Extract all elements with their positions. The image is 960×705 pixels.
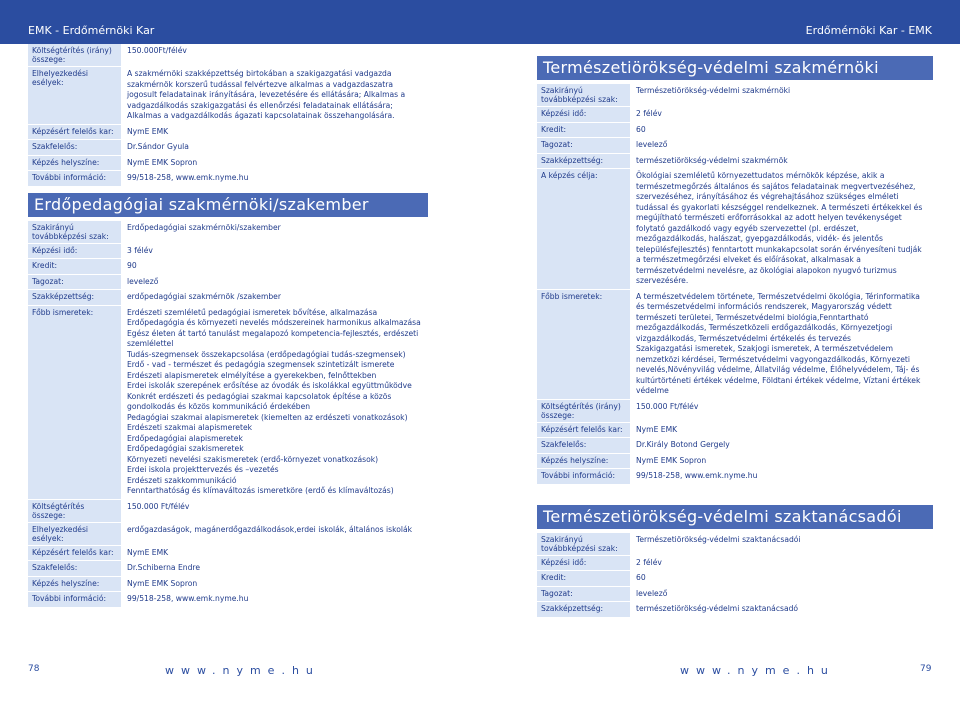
row-label: További információ: (537, 469, 630, 484)
row-value: 150.000 Ft/félév (636, 401, 699, 411)
row-value: erdőgazdaságok, magánerdőgazdálkodások,erdei iskolák, általános iskolák (127, 524, 413, 534)
info-row (28, 561, 428, 577)
info-row (537, 454, 933, 470)
row-label: Kredit: (28, 259, 121, 274)
row-label: Tagozat: (28, 275, 121, 290)
row-value: Erdészeti szemléletű pedagógiai ismeretek bővítése, alkalmazása Erdőpedagógia és környezeti nevelés módszereinek harmonikus alkalmazása Egész életen át tartó tanulást megalapozó kompetencia-fejlesztés, erdészeti szemlélettel Tudás-szegmensek összekapcsolása (erdőpedagógiai tudás-szegmensek) Erdő - vad - természet és pedagógia szegmensek szintetizált ismerete Erdészeti alapismeretek elmélyítése a gyerekekben, felnőttekben Erdei iskolák szerepének erősítése az óvodák és iskolákkal együttműködve Konkrét erdészeti és pedagógiai szakmai kapcsolatok építése a közös gondolkodás és közös kommunikáció érdekében Pedagógiai szakmai alapismeretek (kiemelten az erdészeti vonatkozások) Erdészeti szakmai alapismeretek Erdőpedagógiai alapismeretek Erdőpedagógiai szakismeretek Környezeti nevelési szakismeretek (erdő-környezet vonatkozások) Erdei iskola projekttervezés és –vezetés Erdészeti szakkommunikáció Fenntarthatóság és klímaváltozás ismeretköre (erdő és klímaváltozás) (127, 307, 421, 495)
row-label: További információ: (28, 592, 121, 607)
row-value: 3 félév (127, 245, 153, 255)
row-label: Szakfelelős: (28, 561, 121, 576)
row-value: Erdőpedagógiai szakmérnöki/szakember (127, 222, 281, 232)
row-label: Szakképzettség: (537, 154, 630, 169)
info-row (537, 169, 933, 290)
row-value: NymE EMK (127, 547, 169, 557)
info-row (28, 290, 428, 306)
row-label: Szakképzettség: (28, 290, 121, 305)
info-row (537, 469, 933, 485)
header-bar (0, 0, 960, 44)
row-label: Főbb ismeretek: (28, 306, 121, 499)
info-row (537, 571, 933, 587)
row-value: 150.000Ft/félév (127, 46, 187, 55)
info-row (537, 123, 933, 139)
info-row (537, 84, 933, 107)
row-label: Szakirányú továbbképzési szak: (537, 84, 630, 106)
info-row (537, 138, 933, 154)
row-label: Képzési idő: (28, 244, 121, 259)
row-value: NymE EMK (636, 424, 678, 434)
row-label: Szakirányú továbbképzési szak: (28, 221, 121, 243)
info-row (28, 125, 428, 141)
row-value: 99/518-258, www.emk.nyme.hu (636, 471, 758, 480)
row-value: 2 félév (636, 109, 662, 118)
info-row (537, 533, 933, 556)
row-value: 150.000 Ft/félév (127, 501, 190, 511)
info-row (537, 556, 933, 572)
row-label: Szakirányú továbbképzési szak: (537, 533, 630, 555)
info-row (537, 438, 933, 454)
footer-right: www.nyme.hu (680, 664, 835, 677)
row-value: NymE EMK (127, 126, 169, 136)
header-left: EMK - Erdőmérnöki Kar (28, 24, 155, 37)
row-value: természetiörökség-védelmi szaktanácsadó (636, 604, 799, 613)
row-value: Természetiörökség-védelmi szaktanácsadói (636, 534, 801, 544)
row-label: Tagozat: (537, 138, 630, 153)
info-row (28, 259, 428, 275)
row-value: levelező (127, 276, 159, 286)
info-row (537, 400, 933, 423)
row-value: A szakmérnöki szakképzettség birtokában a szakigazgatási vadgazda szakmérnök korszerű tudással felvértezve alkalmas a vadgazdaszatra jogosult feladatainak irányítására, levezetésére és ellátására; Alkalmas a vadgazdálkodás szakigazgatási és ellenőrzési feladatainak ellátására; Alkalmas a vadgazdálkodás ágazati kapcsolatainak összehangolására. (127, 69, 406, 120)
row-label: Költségtérítés összege: (28, 500, 121, 522)
info-row (537, 602, 933, 618)
info-row (28, 171, 428, 187)
info-row (28, 67, 428, 125)
info-row (537, 587, 933, 603)
info-row (28, 244, 428, 260)
row-value: természetiörökség-védelmi szakmérnök (636, 155, 788, 165)
row-value: A természetvédelem története, Természetvédelmi ökológia, Térinformatika és természetvédelmi információs rendszerek, Magyarország védett természeti területei, Természetvédelmi biológia,Fenntartható mezőgazdálkodás, Természetközeli erdőgazdálkodás, Környezetjogi vizgazdálkodás, Természetvédelmi értékelés és tervezés Szakigazgatási ismeretek, Szakjogi ismeretek, A természetvédelem nemzetközi kérdései, Természetvédelmi vagyongazdálkodás, Környezeti nevelés,Növényvilág védelme, Állatvilág védelme, Élőhelyvédelem, Táj- és kultúrtörténeti értékek védelme, Földtani értékek védelme, Víztani értékek védelme (636, 291, 921, 395)
row-value: 60 (636, 573, 646, 582)
row-value: NymE EMK Sopron (636, 455, 707, 465)
row-value: 99/518-258, www.emk.nyme.hu (127, 173, 249, 182)
row-label: Képzésért felelős kar: (28, 546, 121, 561)
info-row (28, 140, 428, 156)
left-column (28, 44, 428, 608)
row-value: Természetiörökség-védelmi szakmérnöki (636, 86, 791, 95)
row-label: Költségtérítés (irány) összege: (537, 400, 630, 422)
info-row (28, 523, 428, 546)
row-label: Képzési idő: (537, 556, 630, 571)
info-row (537, 423, 933, 439)
row-value: levelező (636, 588, 668, 598)
row-label: Képzési idő: (537, 107, 630, 122)
row-value: levelező (636, 140, 668, 149)
page-number-left: 78 (28, 664, 40, 674)
section-heading: Erdőpedagógiai szakmérnöki/szakember (28, 193, 428, 217)
info-row (28, 275, 428, 291)
row-label: Tagozat: (537, 587, 630, 602)
info-row (28, 221, 428, 244)
info-row (28, 577, 428, 593)
section-heading: Természetiörökség-védelmi szakmérnöki (537, 56, 933, 80)
info-row (28, 156, 428, 172)
row-value: Ökológiai szemléletű környezettudatos mérnökök képzése, akik a természetmegőrzés általános és sajátos feladatainak megvertvezéséhez, szervezéséhez, irányításához és végrehajtásához szükséges elméleti tudással és gyakorlati készséggel rendelkeznek. A természeti értékekkel és megújítható természeti erőforrásokkal az adott helyen tevékenységet folytató gazdálkodó vagy egyéb szervezettel (pl. erdészet, mezőgazdálkodás, halászat, gyepgazdálkodás, vidék- és jelentős településfejlesztés) fenntartott munkakapcsolat során érvényesíteni tudják a természetmegőrzési elveket és előírásokat, alkalmasak a természetvédelmi nevelésre, az ökológiai alapokon nyugvó turizmus szervezésére. (636, 171, 923, 285)
row-value: 60 (636, 124, 646, 134)
info-row (28, 306, 428, 500)
row-label: Szakfelelős: (537, 438, 630, 453)
info-row (537, 107, 933, 123)
info-row (537, 154, 933, 170)
row-value: NymE EMK Sopron (127, 157, 198, 167)
row-label: Kredit: (537, 123, 630, 138)
row-label: Képzés helyszíne: (537, 454, 630, 469)
row-label: Főbb ismeretek: (537, 290, 630, 399)
row-label: Költségtérítés (irány) összege: (28, 44, 121, 66)
row-value: 99/518-258, www.emk.nyme.hu (127, 594, 249, 603)
header-right: Erdőmérnöki Kar - EMK (805, 24, 932, 37)
row-value: 90 (127, 261, 137, 270)
row-value: NymE EMK Sopron (127, 578, 198, 588)
row-value: Dr.Király Botond Gergely (636, 440, 730, 449)
section-heading: Természetiörökség-védelmi szaktanácsadói (537, 505, 933, 529)
row-label: Képzésért felelős kar: (28, 125, 121, 140)
row-label: Szakképzettség: (537, 602, 630, 617)
info-row (537, 290, 933, 400)
footer-left: www.nyme.hu (165, 664, 320, 677)
row-label: Szakfelelős: (28, 140, 121, 155)
info-row (28, 592, 428, 608)
row-label: Képzés helyszíne: (28, 156, 121, 171)
right-column (537, 50, 933, 618)
row-label: Elhelyezkedési esélyek: (28, 67, 121, 124)
row-label: Képzés helyszíne: (28, 577, 121, 592)
row-label: További információ: (28, 171, 121, 186)
info-row (28, 546, 428, 562)
info-row (28, 44, 428, 67)
row-label: Elhelyezkedési esélyek: (28, 523, 121, 545)
row-value: Dr.Sándor Gyula (127, 142, 189, 151)
page-number-right: 79 (920, 664, 932, 674)
row-value: erdőpedagógiai szakmérnök /szakember (127, 292, 281, 301)
row-value: 2 félév (636, 557, 662, 567)
info-row (28, 500, 428, 523)
row-label: A képzés célja: (537, 169, 630, 289)
row-value: Dr.Schiberna Endre (127, 563, 201, 572)
row-label: Kredit: (537, 571, 630, 586)
row-label: Képzésért felelős kar: (537, 423, 630, 438)
